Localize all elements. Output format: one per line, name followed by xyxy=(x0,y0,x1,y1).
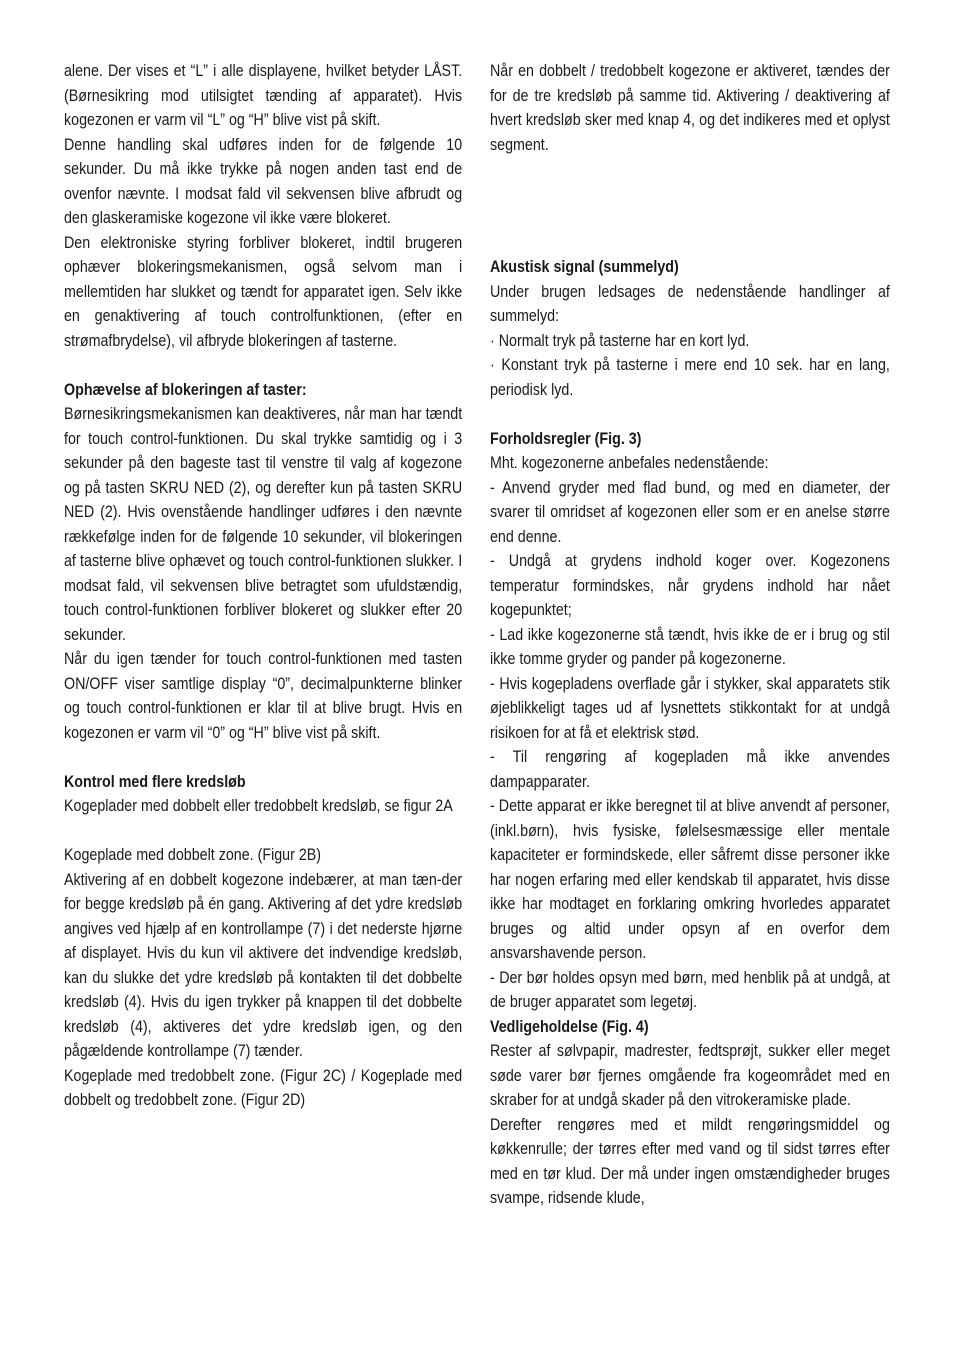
paragraph: Kogeplader med dobbelt eller tredobbelt kredsløb, se figur 2A xyxy=(64,796,453,815)
list-item: - Lad ikke kogezonerne stå tændt, hvis ikke de er i brug og stil ikke tomme gryder og pander på kogezonerne. xyxy=(490,624,890,668)
paragraph: Denne handling skal udføres inden for de følgende 10 sekunder. Du må ikke trykke på nogen anden tast end de ovenfor nævnte. I modsat fald vil sekvensen blive afbrudt og den glaskeramiske kogezone vil ikke være blokeret. xyxy=(64,134,463,227)
paragraph: Når du igen tænder for touch control-funktionen med tasten ON/OFF viser samtlige display “0”, decimalpunkterne blinker og touch control-funktionen er klar til at blive brugt. Hvis en kogezonen er varm vil “0” og “H” blive vist på skift. xyxy=(64,649,463,742)
paragraph: Rester af sølvpapir, madrester, fedtsprøjt, sukker eller meget søde varer bør fjernes omgående fra kogeområdet med en skraber for at undgå skader på den vitrokeramiske plade. xyxy=(490,1041,890,1109)
list-item: - Der bør holdes opsyn med børn, med henblik på at undgå, at de bruger apparatet som legetøj. xyxy=(490,967,890,1011)
section-heading-maintenance: Vedligeholdelse (Fig. 4) xyxy=(490,1016,649,1036)
paragraph: Kogeplade med tredobbelt zone. (Figur 2C) / Kogeplade med dobbelt og tredobbelt zone. (Figur 2D) xyxy=(64,1065,463,1109)
section-heading-precautions: Forholdsregler (Fig. 3) xyxy=(490,428,642,448)
list-item: · Normalt tryk på tasterne har en kort lyd. xyxy=(490,330,750,350)
left-column xyxy=(64,59,462,1113)
list-item: - Dette apparat er ikke beregnet til at blive anvendt af personer, (inkl.børn), hvis fysiske, følelsesmæssige eller mentale kapaciteter er formindskede, eller såfremt disse personer ikke har nogen erfaring med eller kendskab til apparatet, hvis disse ikke har modtaget en forklaring omkring hvorledes apparatet bruges og altid under opsyn af en overfor dem ansvarshavende person. xyxy=(490,796,890,962)
section-heading-multi-circuit: Kontrol med flere kredsløb xyxy=(64,771,246,791)
section-heading-acoustic-signal: Akustisk signal (summelyd) xyxy=(490,257,679,276)
paragraph: Mht. kogezonerne anbefales nedenstående: xyxy=(490,453,769,472)
paragraph: Under brugen ledsages de nedenstående handlinger af summelyd: xyxy=(490,281,890,325)
list-item: · Konstant tryk på tasterne i mere end 10 sek. har en lang, periodisk lyd. xyxy=(490,355,890,399)
paragraph: Kogeplade med dobbelt zone. (Figur 2B) xyxy=(64,845,322,864)
paragraph: Aktivering af en dobbelt kogezone indebærer, at man tæn-der for begge kredsløb på én gang. Aktivering af det ydre kredsløb angives ved hjælp af en kontrollampe (7) i det nederste hjørne af displayet. Hvis du kun vil aktivere det indvendige kredsløb, kan du slukke det ydre kredsløb på kontakten til det dobbelte kredsløb (4). Hvis du igen trykker på knappen til det dobbelte kredsløb (4), aktiveres det ydre kredsløb igen, og den pågældende kontrollampe (7) tænder. xyxy=(64,869,463,1060)
paragraph: Derefter rengøres med et mildt rengøringsmiddel og køkkenrulle; der tørres efter med vand og til sidst tørres efter med en tør klud. Der må under ingen omstændigheder bruges svampe, ridsende klude, xyxy=(490,1114,890,1207)
paragraph: Den elektroniske styring forbliver blokeret, indtil brugeren ophæver blokeringsmekanismen, også selvom man i mellemtiden har slukket og tændt for apparatet igen. Selv ikke en genaktivering af touch controlfunktionen, (efter en strømafbrydelse), vil afbryde blokeringen af tasterne. xyxy=(64,232,463,350)
paragraph: Børnesikringsmekanismen kan deaktiveres, når man har tændt for touch control-funktionen. Du skal trykke samtidig og i 3 sekunder på den bageste tast til venstre til valg af kogezone og på tasten SKRU NED (2), og derefter kun på tasten SKRU NED (2). Hvis ovenstående handlinger udføres i den nævnte rækkefølge inden for de følgende 10 sekunder, vil blokeringen af tasterne blive ophævet og touch control-funktionen slukker. I modsat fald, vil sekvensen blive betragtet som ufuldstændig, touch control-funktionen forbliver blokeret og slukker efter 20 sekunder. xyxy=(64,404,463,644)
list-item: - Anvend gryder med flad bund, og med en diameter, der svarer til omridset af kogezonen eller som er en anelse større end denne. xyxy=(490,477,890,546)
list-item: - Hvis kogepladens overflade går i stykker, skal apparatets stik øjeblikkeligt tages ud af lysnettets stikkontakt for at undgå risikoen for at få et elektrisk stød. xyxy=(490,673,890,742)
list-item: - Til rengøring af kogepladen må ikke anvendes dampapparater. xyxy=(490,747,890,791)
list-item: - Undgå at grydens indhold koger over. Kogezonens temperatur formindskes, når grydens indhold har nået kogepunktet; xyxy=(490,551,890,619)
section-heading-unlock: Ophævelse af blokeringen af taster: xyxy=(64,379,307,399)
paragraph: Når en dobbelt / tredobbelt kogezone er aktiveret, tændes der for de tre kredsløb på samme tid. Aktivering / deaktivering af hvert kredsløb sker med knap 4, og det indikeres med et oplyst segment. xyxy=(490,61,890,154)
right-column xyxy=(490,59,890,1211)
paragraph: alene. Der vises et “L” i alle displayene, hvilket betyder LÅST. (Børnesikring mod utilsigtet tænding af apparatet). Hvis kogezonen er varm vil “L” og “H” blive vist på skift. xyxy=(64,61,463,129)
